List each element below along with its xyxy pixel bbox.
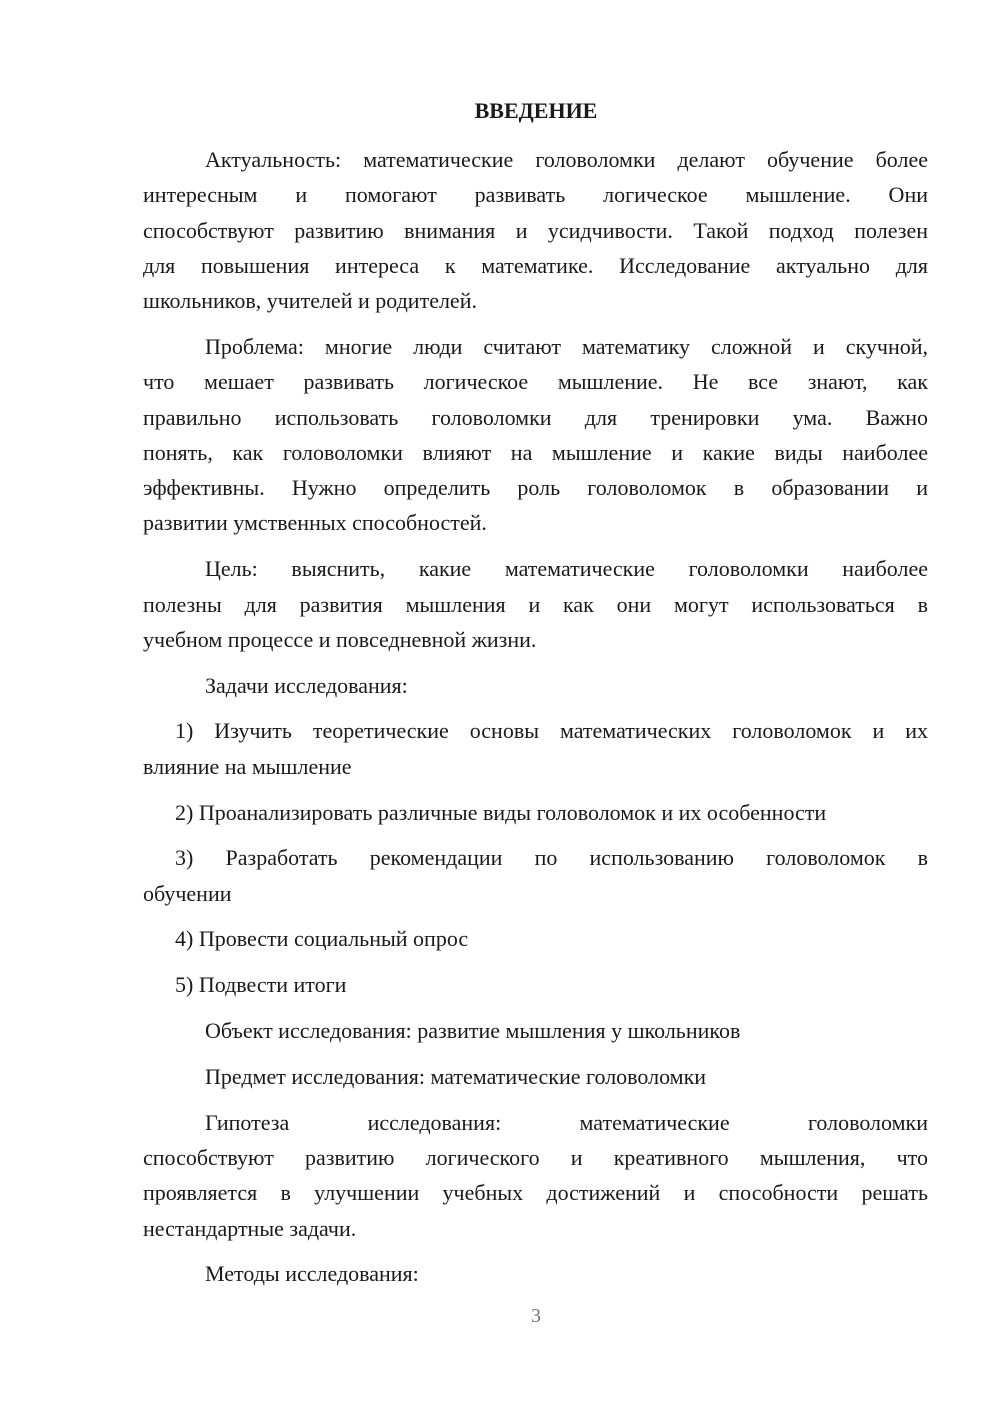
text-line: Цель: выяснить, какие математические головоломки наиболее	[205, 556, 928, 582]
text-line: понять, как головоломки влияют на мышление и какие виды наиболее	[143, 439, 928, 465]
text-line: 4) Провести социальный опрос	[175, 926, 469, 952]
text-line: проявляется в улучшении учебных достижений и способности решать	[143, 1180, 928, 1206]
text-line: 1) Изучить теоретические основы математических головоломок и их	[175, 718, 928, 744]
text-line: обучении	[143, 880, 232, 906]
text-line: интересным и помогают развивать логическое мышление. Они	[143, 182, 928, 208]
section-title: ВВЕДЕНИЕ	[474, 98, 598, 123]
text-line: Методы исследования:	[205, 1261, 419, 1287]
text-line: 5) Подвести итоги	[175, 972, 347, 998]
text-line: Актуальность: математические головоломки делают обучение более	[205, 147, 928, 172]
text-line: 2) Проанализировать различные виды головоломок и их особенности	[175, 799, 827, 825]
text-line: способствуют развитию внимания и усидчивости. Такой подход полезен	[143, 217, 928, 243]
list-item	[143, 840, 928, 911]
paragraph	[143, 329, 928, 541]
text-line: 3) Разработать рекомендации по использованию головоломок в	[175, 845, 928, 871]
text-line: правильно использовать головоломки для тренировки ума. Важно	[143, 404, 928, 430]
text-line: Проблема: многие люди считают математику сложной и скучной,	[205, 333, 928, 359]
text-line: нестандартные задачи.	[143, 1215, 357, 1241]
text-line: Предмет исследования: математические головоломки	[205, 1063, 707, 1089]
paragraph	[143, 142, 928, 318]
list-item	[143, 967, 928, 1002]
paragraph	[143, 1256, 928, 1291]
text-line: Задачи исследования:	[205, 672, 408, 698]
paragraph	[143, 1013, 928, 1048]
text-line: полезны для развития мышления и как они могут использоваться в	[143, 591, 928, 617]
paragraph	[143, 668, 928, 703]
paragraph	[143, 1059, 928, 1094]
list-item	[143, 795, 928, 830]
text-line: эффективны. Нужно определить роль головоломок в образовании и	[143, 475, 928, 501]
document-body	[143, 142, 928, 1302]
list-item	[143, 713, 928, 784]
text-line: что мешает развивать логическое мышление. Не все знают, как	[143, 369, 928, 395]
list-item	[143, 921, 928, 956]
page-number: 3	[531, 1305, 541, 1327]
text-line: способствуют развитию логического и креативного мышления, что	[143, 1144, 928, 1170]
text-line: учебном процессе и повседневной жизни.	[143, 626, 537, 652]
text-line: Объект исследования: развитие мышления у школьников	[205, 1018, 741, 1044]
text-line: школьников, учителей и родителей.	[143, 288, 477, 314]
text-line: влияние на мышление	[143, 753, 352, 779]
text-line: для повышения интереса к математике. Исследование актуально для	[143, 252, 928, 278]
paragraph	[143, 1105, 928, 1246]
paragraph	[143, 551, 928, 657]
text-line: Гипотеза исследования: математические головоломки	[205, 1109, 928, 1135]
text-line: развитии умственных способностей.	[143, 510, 487, 536]
